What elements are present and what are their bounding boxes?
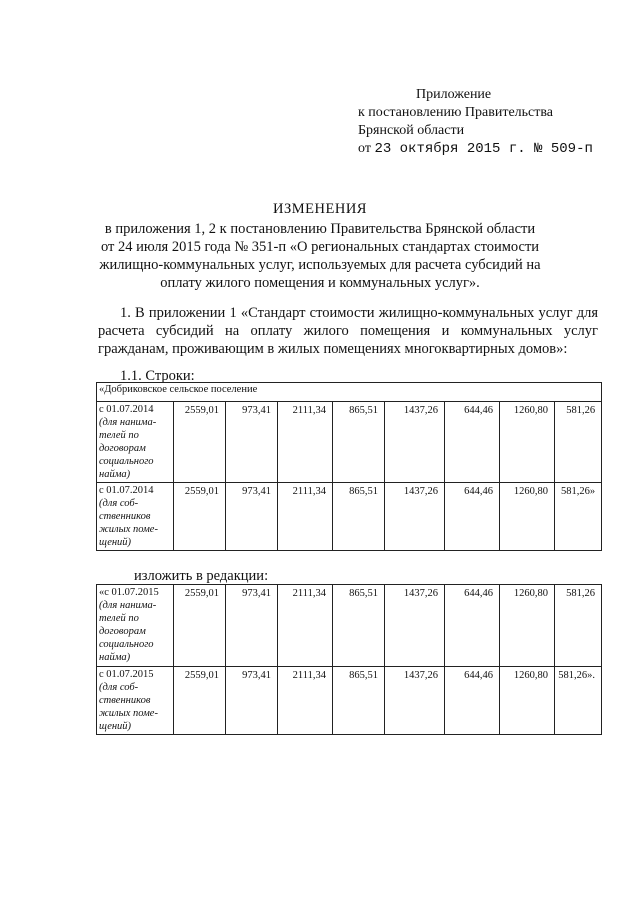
value-cell: 644,46 <box>445 585 500 667</box>
title-line-3: жилищно-коммунальных услуг, используемых для расчета субсидий на <box>99 257 541 273</box>
row-period-cell <box>97 667 174 735</box>
value-cell: 2559,01 <box>174 667 226 735</box>
body-paragraph <box>98 304 598 358</box>
value-cell: 973,41 <box>226 483 278 551</box>
row-date: с 01.07.2014 <box>99 404 154 415</box>
row-period-cell <box>97 585 174 667</box>
row-note: (для соб- ственников жилых поме- щений) <box>99 682 158 732</box>
row-period-cell <box>97 402 174 483</box>
table-old <box>96 382 602 551</box>
value-cell: 644,46 <box>445 667 500 735</box>
value-cell: 2559,01 <box>174 402 226 483</box>
value-cell: 1260,80 <box>500 483 555 551</box>
value-cell: 644,46 <box>445 402 500 483</box>
title-line-4: оплату жилого помещения и коммунальных услуг». <box>160 275 480 291</box>
table-new <box>96 584 602 735</box>
value-cell: 581,26 <box>555 585 602 667</box>
table-header-settlement: «Добриковское сельское поселение <box>97 383 602 402</box>
label-edit: изложить в редакции: <box>134 568 269 584</box>
table-row <box>97 667 602 735</box>
value-cell: 1437,26 <box>385 667 445 735</box>
row-date: «с 01.07.2015 <box>99 587 159 598</box>
value-cell: 1260,80 <box>500 402 555 483</box>
value-cell: 1437,26 <box>385 483 445 551</box>
title-heading: ИЗМЕНЕНИЯ <box>273 201 367 217</box>
attachment-date-number: 23 октября 2015 г. № 509-п <box>374 141 593 157</box>
value-cell: 865,51 <box>333 402 385 483</box>
row-period-cell <box>97 483 174 551</box>
attachment-line-3: Брянской области <box>358 123 465 138</box>
title-line-2: от 24 июля 2015 года № 351-п «О региональных стандартах стоимости <box>100 239 540 255</box>
row-date: с 01.07.2014 <box>99 485 154 496</box>
value-cell: 1260,80 <box>500 667 555 735</box>
value-cell: 2111,34 <box>278 667 333 735</box>
attachment-line-2: к постановлению Правительства <box>358 105 554 120</box>
value-cell: 581,26». <box>555 667 602 735</box>
row-date: с 01.07.2015 <box>99 669 154 680</box>
attachment-block <box>358 86 593 158</box>
value-cell: 644,46 <box>445 483 500 551</box>
label-rows: 1.1. Строки: <box>120 368 195 384</box>
row-note: (для нанима- телей по договорам социального найма) <box>99 417 157 480</box>
attachment-line-4 <box>358 140 593 158</box>
value-cell: 865,51 <box>333 585 385 667</box>
value-cell: 865,51 <box>333 483 385 551</box>
value-cell: 2111,34 <box>278 483 333 551</box>
paragraph-text: 1. В приложении 1 «Стандарт стоимости жилищно-коммунальных услуг для расчета субсидий на оплату жилого помещения и коммунальных услуг гражданам, проживающим в жилых помещениях многоквартирных домов»: <box>98 305 598 357</box>
attachment-title: Приложение <box>416 87 492 102</box>
attachment-date-prefix: от <box>358 141 371 156</box>
value-cell: 1260,80 <box>500 585 555 667</box>
value-cell: 2111,34 <box>278 402 333 483</box>
value-cell: 865,51 <box>333 667 385 735</box>
table-row <box>97 402 602 483</box>
value-cell: 1437,26 <box>385 585 445 667</box>
table-row <box>97 483 602 551</box>
value-cell: 581,26 <box>555 402 602 483</box>
value-cell: 581,26» <box>555 483 602 551</box>
value-cell: 2111,34 <box>278 585 333 667</box>
value-cell: 973,41 <box>226 667 278 735</box>
title-line-1: в приложения 1, 2 к постановлению Правительства Брянской области <box>104 221 536 237</box>
document-title <box>60 200 580 292</box>
row-note: (для соб- ственников жилых поме- щений) <box>99 498 158 548</box>
value-cell: 973,41 <box>226 402 278 483</box>
value-cell: 2559,01 <box>174 585 226 667</box>
value-cell: 973,41 <box>226 585 278 667</box>
value-cell: 2559,01 <box>174 483 226 551</box>
row-note: (для нанима- телей по договорам социального найма) <box>99 600 157 663</box>
value-cell: 1437,26 <box>385 402 445 483</box>
table-row <box>97 585 602 667</box>
